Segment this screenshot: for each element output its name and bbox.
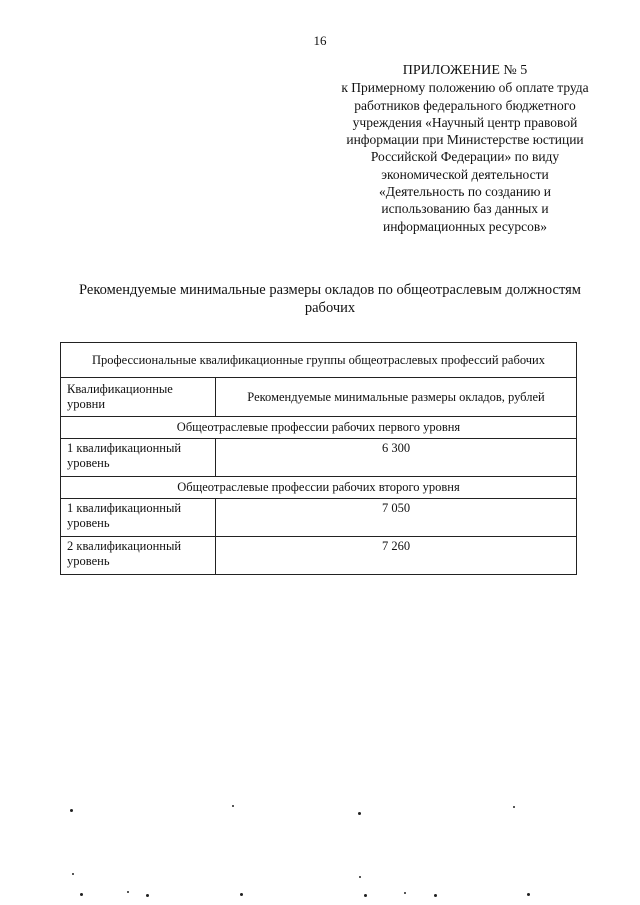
table-row (61, 537, 577, 575)
appendix-line: «Деятельность по созданию и (378, 184, 552, 200)
document-heading (60, 281, 600, 317)
appendix-block (322, 62, 608, 235)
appendix-line: информации при Министерстве юстиции (346, 132, 584, 148)
appendix-line: к Примерному положению об оплате труда (341, 80, 589, 96)
scan-speck (72, 873, 74, 875)
qualification-level: 2 квалификационный уровень (61, 537, 216, 575)
scan-speck (70, 809, 73, 812)
table-column-header-row (61, 378, 577, 417)
table-section-row (61, 417, 577, 439)
scan-speck (358, 812, 361, 815)
scan-speck (364, 894, 367, 897)
scan-speck (127, 891, 129, 893)
appendix-line: информационных ресурсов» (382, 218, 548, 234)
appendix-line: использованию баз данных и (381, 201, 549, 217)
appendix-line: учреждения «Научный центр правовой (352, 114, 578, 130)
scan-speck (527, 893, 530, 896)
appendix-line: работников федерального бюджетного (354, 97, 576, 113)
scan-speck (240, 893, 243, 896)
appendix-line: экономической деятельности (381, 166, 549, 182)
scan-speck (80, 893, 83, 896)
salary-value: 7 050 (216, 499, 577, 537)
scan-speck (434, 894, 437, 897)
column-header-salaries: Рекомендуемые минимальные размеры окладов, рублей (216, 378, 577, 417)
salary-table (60, 342, 577, 575)
scan-speck (513, 806, 515, 808)
scan-speck (146, 894, 149, 897)
table-row (61, 439, 577, 477)
page-number: 16 (313, 33, 327, 48)
appendix-title: ПРИЛОЖЕНИЕ № 5 (402, 63, 528, 78)
section-title: Общеотраслевые профессии рабочих первого уровня (61, 417, 577, 439)
table-row (61, 499, 577, 537)
scan-speck (359, 876, 361, 878)
heading-line-2: рабочих (304, 300, 356, 316)
scan-speck (232, 805, 234, 807)
salary-value: 6 300 (216, 439, 577, 477)
table-group-header-row (61, 343, 577, 378)
section-title: Общеотраслевые профессии рабочих второго уровня (61, 477, 577, 499)
qualification-level: 1 квалификационный уровень (61, 439, 216, 477)
table-section-row (61, 477, 577, 499)
heading-line-1: Рекомендуемые минимальные размеры окладов по общеотраслевым должностям (79, 282, 581, 298)
salary-value: 7 260 (216, 537, 577, 575)
table-group-header: Профессиональные квалификационные группы общеотраслевых профессий рабочих (61, 343, 577, 378)
column-header-levels: Квалификационные уровни (61, 378, 216, 417)
appendix-line: Российской Федерации» по виду (370, 149, 560, 165)
scan-speck (404, 892, 406, 894)
qualification-level: 1 квалификационный уровень (61, 499, 216, 537)
